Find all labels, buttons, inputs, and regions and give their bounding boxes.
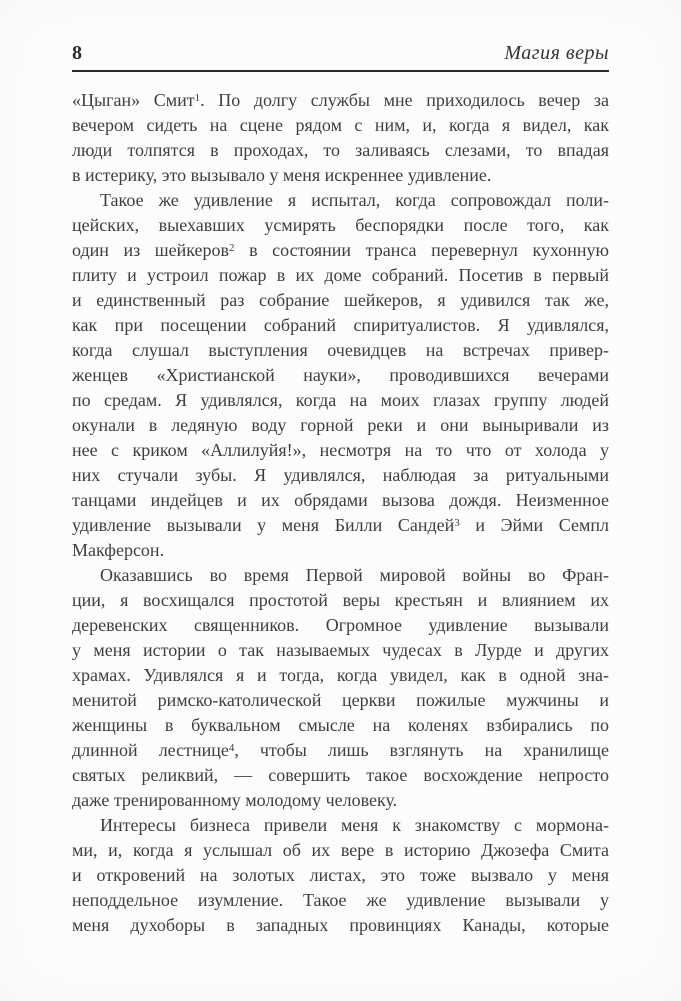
paragraph — [72, 813, 609, 938]
text-line: у меня истории о так называемых чудесах в Лурде и других — [72, 640, 609, 660]
paragraph — [72, 188, 609, 563]
text-line: храмах. Удивлялся я и тогда, когда увидел, как в одной зна- — [72, 665, 609, 685]
text-line: неподдельное изумление. Такое же удивление вызывали у — [72, 890, 609, 910]
text-line: вечером сидеть на сцене рядом с ним, и, когда я видел, как — [72, 115, 609, 135]
text-line: люди толпятся в проходах, то заливаясь слезами, то впадая — [72, 140, 609, 160]
header-rule — [72, 70, 609, 72]
text-line: Такое же удивление я испытал, когда сопровождал поли- — [100, 190, 609, 210]
text-line: и единственный раз собрание шейкеров, я удивился так же, — [72, 290, 609, 310]
text-line: деревенских священников. Огромное удивление вызывали — [72, 615, 609, 635]
text-line: когда слушал выступления очевидцев на встречах привер- — [72, 340, 609, 360]
text-line: Интересы бизнеса привели меня к знакомству с мормона- — [100, 815, 609, 835]
text-line: меня духоборы в западных провинциях Канады, которые — [72, 915, 609, 935]
text-line: длинной лестнице$^4$, чтобы лишь взглянуть на хранилище — [72, 740, 609, 760]
text-line: ции, я восхищался простотой веры крестьян и влиянием их — [72, 590, 609, 610]
body-text — [72, 88, 609, 938]
text-line: в истерику, это вызывало у меня искреннее удивление. — [72, 165, 492, 185]
page-number: 8 — [72, 42, 82, 64]
text-line: святых реликвий, — совершить такое восхождение непросто — [72, 765, 609, 785]
text-line: женцев «Христианской науки», проводившихся вечерами — [72, 365, 609, 385]
text-line: них стучали зубы. Я удивлялся, наблюдая за ритуальными — [72, 465, 609, 485]
footnote-ref: 1 — [194, 92, 201, 104]
footnote-ref: 2 — [229, 242, 235, 254]
footnote-ref: 4 — [228, 742, 235, 754]
footnote-ref: 3 — [454, 517, 460, 529]
text-line: танцами индейцев и их обрядами вызова дождя. Неизменное — [72, 490, 609, 510]
text-line: женщины в буквальном смысле на коленях взбирались по — [72, 715, 609, 735]
text-line: и откровений на золотых листах, это тоже вызвало у меня — [72, 865, 609, 885]
text-line: «Цыган» Смит$^1$. По долгу службы мне приходилось вечер за — [72, 90, 609, 110]
text-line: один из шейкеров$^2$ в состоянии транса перевернул кухонную — [72, 240, 609, 260]
text-line: Оказавшись во время Первой мировой войны во Фран- — [100, 565, 609, 585]
text-line: по средам. Я удивлялся, когда на моих глазах группу людей — [72, 390, 609, 410]
text-line: удивление вызывали у меня Билли Сандей$^3$ и Эйми Семпл — [72, 515, 609, 535]
paragraph — [72, 88, 609, 188]
text-line: ми, и, когда я услышал об их вере в историю Джозефа Смита — [72, 840, 609, 860]
text-line: окунали в ледяную воду горной реки и они выныривали из — [72, 415, 609, 435]
text-line: нее с криком «Аллилуйя!», несмотря на то что от холода у — [72, 440, 609, 460]
text-line: цейских, выехавших усмирять беспорядки после того, как — [72, 215, 609, 235]
paragraph — [72, 563, 609, 813]
text-line: менитой римско-католической церкви пожилые мужчины и — [72, 690, 609, 710]
text-line: плиту и устроил пожар в их доме собраний. Посетив в первый — [72, 265, 609, 285]
text-line: Макферсон. — [72, 540, 165, 560]
text-line: как при посещении собраний спиритуалистов. Я удивлялся, — [72, 315, 609, 335]
running-title: Магия веры — [504, 42, 609, 64]
text-line: даже тренированному молодому человеку. — [72, 790, 398, 810]
page-header — [72, 42, 609, 70]
